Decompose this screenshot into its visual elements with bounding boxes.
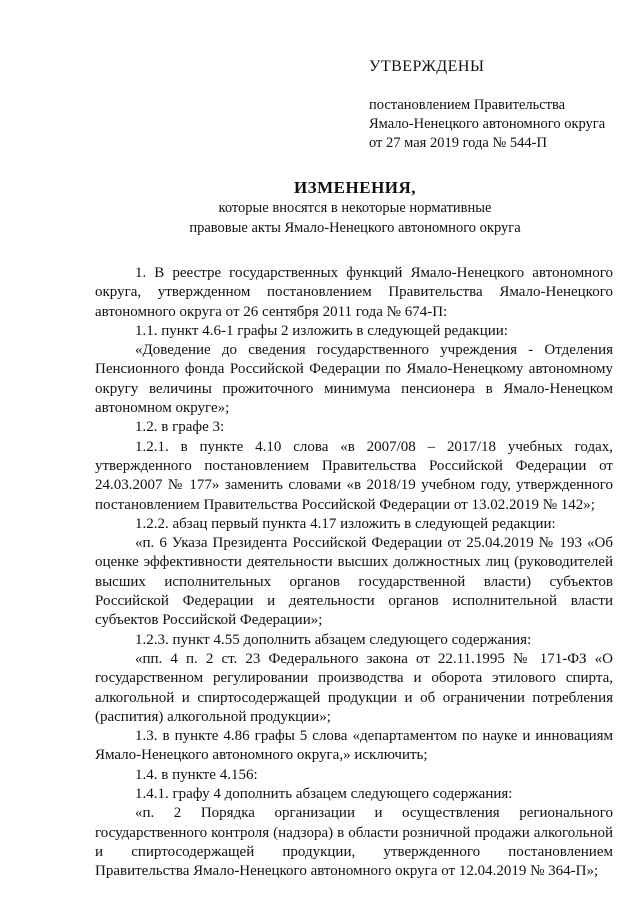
approval-reference [369,96,605,153]
paragraph: «п. 2 Порядка организации и осуществления регионального государственного контроля (надзора) в области розничной продажи алкогольной и спиртосодержащей продукции, утвержденного постановлением Правительства Ямало-Ненецкого автономного округа от 12.04.2019 № 364-П»; [95,805,613,880]
paragraph: 1.2.2. абзац первый пункта 4.17 изложить в следующей редакции: [135,515,556,532]
paragraph: «Доведение до сведения государственного учреждения - Отделения Пенсионного фонда Российской Федерации по Ямало-Ненецкому автономному округу величины прожиточного минимума пенсионера в Ямало-Ненецком автономном округе»; [95,342,613,417]
paragraph: 1. В реестре государственных функций Ямало-Ненецкого автономного округа, утвержденном постановлением Правительства Ямало-Ненецкого автономного округа от 26 сентября 2011 года № 674-П: [95,265,613,320]
approval-line: от 27 мая 2019 года № 544-П [369,135,547,151]
document-body [95,264,613,882]
paragraph: 1.4.1. графу 4 дополнить абзацем следующего содержания: [135,786,513,803]
paragraph: 1.3. в пункте 4.86 графы 5 слова «департаментом по науке и инновациям Ямало-Ненецкого автономного округа,» исключить; [95,728,613,764]
approval-line: Ямало-Ненецкого автономного округа [369,116,606,132]
approval-line: постановлением Правительства [369,97,566,113]
paragraph: «п. 6 Указа Президента Российской Федерации от 25.04.2019 № 193 «Об оценке эффективности деятельности высших должностных лиц (руководителей высших исполнительных органов государственной власти) субъектов Российской Федерации и деятельности органов исполнительной власти субъектов Российской Федерации»; [95,535,613,629]
paragraph: 1.2.1. в пункте 4.10 слова «в 2007/08 – 2017/18 учебных годах, утвержденного постановлением Правительства Российской Федерации от 24.03.2007 № 177» заменить словами «в 2018/19 учебном году, утвержденного постановлением Правительства Российской Федерации от 13.02.2019 № 142»; [95,438,613,513]
paragraph: 1.2.3. пункт 4.55 дополнить абзацем следующего содержания: [135,631,532,648]
paragraph: 1.2. в графе 3: [135,419,225,436]
title-main: ИЗМЕНЕНИЯ, [293,178,417,197]
document-title [95,178,615,238]
title-subline: которые вносятся в некоторые нормативные [218,200,492,216]
title-subline: правовые акты Ямало-Ненецкого автономного округа [189,220,521,236]
paragraph: 1.1. пункт 4.6-1 графы 2 изложить в следующей редакции: [135,322,508,339]
paragraph: «пп. 4 п. 2 ст. 23 Федерального закона от 22.11.1995 № 171-ФЗ «О государственном регулировании производства и оборота этилового спирта, алкогольной и спиртосодержащей продукции и об ограничении потребления (распития) алкогольной продукции»; [95,650,613,725]
approved-heading: УТВЕРЖДЕНЫ [369,58,485,75]
paragraph: 1.4. в пункте 4.156: [135,766,258,783]
